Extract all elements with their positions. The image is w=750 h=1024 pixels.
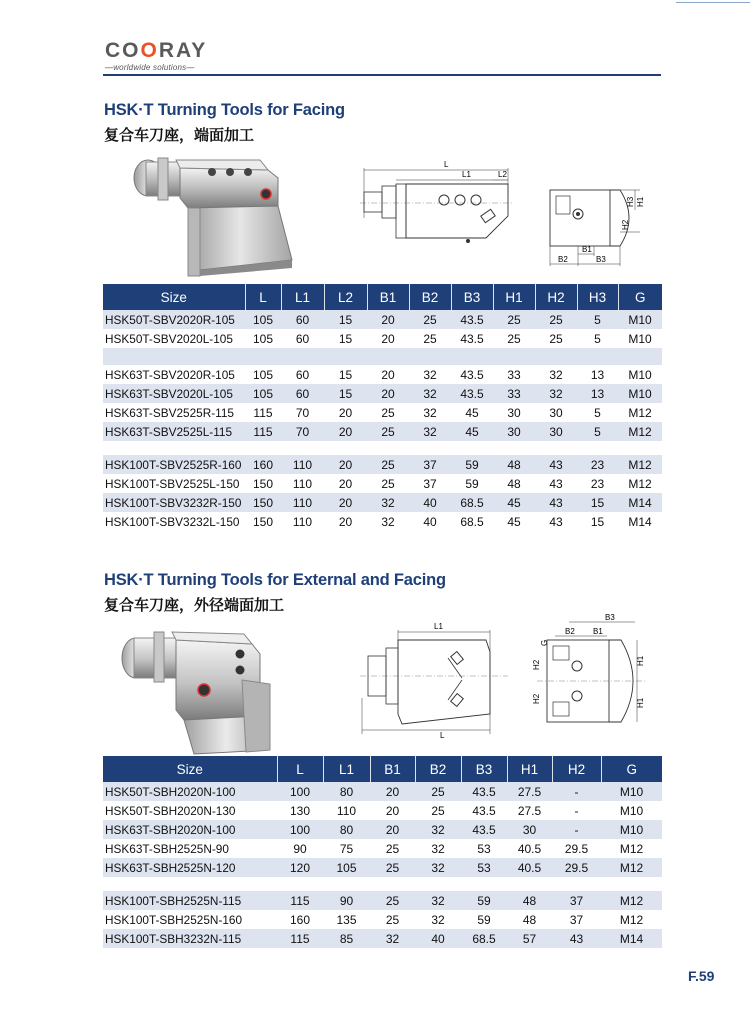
table-cell: 25 <box>385 841 400 856</box>
table-cell: 43 <box>535 455 577 474</box>
table-cell: 75 <box>339 841 354 856</box>
table-cell: - <box>552 820 601 839</box>
dim2-H2-upper: H2 <box>532 659 541 670</box>
dim2-H1-lower: H1 <box>636 697 645 708</box>
table-cell <box>409 348 451 365</box>
table-row <box>103 839 662 858</box>
table-cell: 48 <box>507 891 552 910</box>
col2-B2: B2 <box>415 756 461 782</box>
table-cell <box>367 348 409 365</box>
dim-B3: B3 <box>596 255 606 264</box>
table-cell <box>277 877 323 891</box>
brand-name: COORAY <box>105 39 208 62</box>
table-cell: 15 <box>324 384 367 403</box>
table-row <box>103 329 662 348</box>
table-cell <box>461 877 507 891</box>
table-row <box>103 403 662 422</box>
table-cell: 150 <box>252 514 274 529</box>
table-row <box>103 422 662 441</box>
col-H2: H2 <box>535 284 577 310</box>
table-cell: 105 <box>245 310 281 329</box>
table-cell: 110 <box>292 476 313 491</box>
table-cell-size: HSK50T-SBV2020L-105 <box>105 331 233 346</box>
table-cell: M12 <box>628 476 652 491</box>
external-end-drawing <box>525 612 655 740</box>
table-cell <box>324 348 367 365</box>
table-row <box>103 365 662 384</box>
table-cell: 25 <box>409 310 451 329</box>
table-cell: 5 <box>594 405 601 420</box>
col2-B3: B3 <box>461 756 507 782</box>
table-cell: 110 <box>292 514 313 529</box>
table-cell: 37 <box>409 455 451 474</box>
table-cell: 27.5 <box>517 803 542 818</box>
section2-title: HSK·T Turning Tools for External and Facing <box>104 571 446 589</box>
table-cell: 27.5 <box>507 782 552 801</box>
table-cell: 15 <box>338 331 353 346</box>
table-cell <box>601 877 662 891</box>
col2-G: G <box>601 756 662 782</box>
table-cell-size <box>103 441 245 455</box>
table-cell: 40 <box>409 493 451 512</box>
table-cell: 43 <box>552 929 601 948</box>
table-cell: 30 <box>535 422 577 441</box>
table-cell: 20 <box>338 405 353 420</box>
col-size: Size <box>103 284 245 310</box>
table-cell: 32 <box>431 912 445 927</box>
table-cell: 25 <box>367 455 409 474</box>
table-cell: 32 <box>381 514 395 529</box>
table-cell: 60 <box>295 367 310 382</box>
table-spacer-row <box>103 348 662 365</box>
table-cell: 20 <box>370 782 415 801</box>
table-cell: 25 <box>423 331 437 346</box>
facing-end-drawing <box>540 180 650 268</box>
table-cell: M14 <box>601 929 662 948</box>
table-row <box>103 910 662 929</box>
table-cell: 53 <box>461 858 507 877</box>
table-cell <box>577 441 618 455</box>
table-cell: 40.5 <box>507 858 552 877</box>
table-cell-size: HSK63T-SBV2525L-115 <box>103 422 245 441</box>
table-cell: M14 <box>628 514 652 529</box>
table-cell: 160 <box>289 912 311 927</box>
table-cell <box>370 877 415 891</box>
table-cell: 23 <box>590 476 605 491</box>
table-cell <box>409 441 451 455</box>
table-cell: 48 <box>522 912 537 927</box>
table-cell: 70 <box>281 422 324 441</box>
table-row <box>103 512 662 531</box>
table-cell: 85 <box>323 929 370 948</box>
table-cell: 59 <box>451 455 493 474</box>
table-cell <box>281 441 324 455</box>
table-cell: M10 <box>601 782 662 801</box>
table-cell: 150 <box>245 493 281 512</box>
table-cell <box>245 441 281 455</box>
table-cell <box>451 441 493 455</box>
col-L: L <box>245 284 281 310</box>
dim-L1: L1 <box>462 170 471 179</box>
table-cell: 60 <box>281 310 324 329</box>
table-cell-size: HSK50T-SBH2020N-130 <box>105 803 236 818</box>
table-cell: 105 <box>252 331 274 346</box>
table-cell: 130 <box>289 803 311 818</box>
section1-subtitle: 复合车刀座，端面加工 <box>104 126 255 144</box>
table-cell: 30 <box>507 405 521 420</box>
table-cell: 32 <box>409 422 451 441</box>
table-cell: 25 <box>535 310 577 329</box>
table-cell: M12 <box>618 422 662 441</box>
table-spacer-row <box>103 877 662 891</box>
table-cell: 30 <box>549 405 563 420</box>
table-cell <box>577 348 618 365</box>
table-cell: 15 <box>338 367 353 382</box>
table-cell: 43.5 <box>461 782 507 801</box>
table-row <box>103 820 662 839</box>
table-cell <box>323 877 370 891</box>
table-cell-size: HSK63T-SBV2020R-105 <box>105 367 235 382</box>
table-cell: 25 <box>507 331 521 346</box>
table-cell: 23 <box>577 455 618 474</box>
table-cell: 32 <box>415 858 461 877</box>
col2-size: Size <box>103 756 277 782</box>
table-cell: 20 <box>367 384 409 403</box>
table-cell: 110 <box>281 455 324 474</box>
table-cell: 150 <box>252 476 274 491</box>
table-cell: 110 <box>336 803 357 818</box>
table-cell: 37 <box>552 891 601 910</box>
table-cell <box>535 348 577 365</box>
table-cell: 25 <box>367 422 409 441</box>
col-B1: B1 <box>367 284 409 310</box>
table-cell: M10 <box>628 367 652 382</box>
col2-B1: B1 <box>370 756 415 782</box>
table-row <box>103 493 662 512</box>
table-cell: 100 <box>277 782 323 801</box>
table-cell: 20 <box>381 367 395 382</box>
col-L1: L1 <box>281 284 324 310</box>
table-cell: 33 <box>507 367 521 382</box>
table-cell: 15 <box>324 310 367 329</box>
table-cell: 59 <box>465 476 479 491</box>
table-cell: 29.5 <box>564 841 589 856</box>
table-row <box>103 801 662 820</box>
table-cell: 43.5 <box>472 803 496 818</box>
dim-L: L <box>444 160 449 169</box>
dim2-B3: B3 <box>605 613 615 622</box>
col-B3: B3 <box>451 284 493 310</box>
table-cell-size: HSK50T-SBV2020R-105 <box>103 310 245 329</box>
table-cell: 90 <box>293 841 307 856</box>
table-cell-size: HSK100T-SBV2525L-150 <box>105 476 240 491</box>
table-cell: 37 <box>569 912 584 927</box>
table-cell: 105 <box>323 858 370 877</box>
table-cell: 30 <box>493 422 535 441</box>
table-cell: 68.5 <box>461 929 507 948</box>
external-spec-table <box>103 756 662 948</box>
table-cell: 43 <box>549 514 563 529</box>
brand-tagline: —worldwide solutions— <box>105 63 195 72</box>
section1-title: HSK·T Turning Tools for Facing <box>104 101 345 119</box>
table-cell: 20 <box>381 331 395 346</box>
table-cell: 37 <box>423 476 437 491</box>
table-cell <box>618 348 662 365</box>
table-cell-size: HSK100T-SBV2525R-160 <box>103 455 245 474</box>
table-cell-size: HSK63T-SBH2525N-120 <box>103 858 277 877</box>
table-row <box>103 858 662 877</box>
table-cell: 20 <box>367 310 409 329</box>
col-L2: L2 <box>324 284 367 310</box>
dim2-L: L <box>440 731 445 740</box>
table-cell: 53 <box>477 841 491 856</box>
dim-H1: H1 <box>636 196 645 207</box>
table-cell: 20 <box>385 803 400 818</box>
table-cell: - <box>574 803 579 818</box>
table-cell: 45 <box>451 422 493 441</box>
col-G: G <box>618 284 662 310</box>
col2-L1: L1 <box>323 756 370 782</box>
table-cell: 43.5 <box>451 310 493 329</box>
table-cell: 13 <box>577 384 618 403</box>
table-cell: 45 <box>493 493 535 512</box>
table-cell: 30 <box>507 820 552 839</box>
table-cell: 115 <box>253 405 273 420</box>
table-cell: 25 <box>431 803 445 818</box>
external-table-header <box>103 756 662 782</box>
table-row <box>103 310 662 329</box>
table-cell: 60 <box>281 384 324 403</box>
table-cell: 100 <box>277 820 323 839</box>
table-cell: M12 <box>618 455 662 474</box>
top-right-rule <box>676 2 750 3</box>
table-cell: 25 <box>415 782 461 801</box>
table-cell: M12 <box>619 912 644 927</box>
table-row <box>103 929 662 948</box>
table-cell: 115 <box>245 422 281 441</box>
table-cell: 160 <box>245 455 281 474</box>
external-table-body <box>103 782 662 948</box>
table-cell: 60 <box>295 331 310 346</box>
table-cell: 57 <box>507 929 552 948</box>
table-cell: 20 <box>338 476 353 491</box>
table-cell: 25 <box>370 858 415 877</box>
table-row <box>103 474 662 493</box>
table-cell <box>552 877 601 891</box>
facing-side-drawing <box>358 158 518 258</box>
table-cell-size: HSK100T-SBH3232N-115 <box>103 929 277 948</box>
table-cell: 43 <box>549 476 563 491</box>
table-cell: 110 <box>281 493 324 512</box>
table-cell: M10 <box>601 820 662 839</box>
table-cell <box>618 441 662 455</box>
table-cell <box>415 877 461 891</box>
table-cell: 40 <box>423 514 437 529</box>
table-cell <box>493 348 535 365</box>
table-cell <box>324 441 367 455</box>
table-cell: 120 <box>277 858 323 877</box>
table-cell: M10 <box>619 803 644 818</box>
dim2-H1-upper: H1 <box>636 655 645 666</box>
dim2-L1: L1 <box>434 622 443 631</box>
table-cell-size: HSK63T-SBH2020N-100 <box>103 820 277 839</box>
external-facing-tool-photo <box>112 620 277 755</box>
table-cell: 32 <box>549 367 563 382</box>
facing-tool-photo <box>128 150 298 280</box>
table-cell: 29.5 <box>552 858 601 877</box>
table-cell: 80 <box>323 782 370 801</box>
header-divider <box>103 74 661 76</box>
dim2-G: G <box>540 639 549 646</box>
dim2-B1: B1 <box>593 627 603 636</box>
table-cell <box>507 877 552 891</box>
table-cell: 43.5 <box>460 367 484 382</box>
dim2-B2: B2 <box>565 627 575 636</box>
table-cell: M10 <box>618 310 662 329</box>
dim-H3: H3 <box>626 196 635 207</box>
table-cell: 90 <box>323 891 370 910</box>
table-cell: 32 <box>535 384 577 403</box>
col2-H1: H1 <box>507 756 552 782</box>
table-cell: 32 <box>415 820 461 839</box>
table-cell: 32 <box>423 405 437 420</box>
table-cell: 25 <box>493 310 535 329</box>
table-cell: 25 <box>370 891 415 910</box>
table-cell: - <box>552 782 601 801</box>
col-H3: H3 <box>577 284 618 310</box>
table-cell-size: HSK63T-SBV2525R-115 <box>105 405 234 420</box>
table-cell: M12 <box>619 841 644 856</box>
table-cell: 32 <box>409 384 451 403</box>
table-cell-size <box>103 348 245 365</box>
table-cell: 68.5 <box>451 493 493 512</box>
table-cell: M12 <box>601 891 662 910</box>
table-row <box>103 455 662 474</box>
table-cell: 20 <box>324 422 367 441</box>
col-B2: B2 <box>409 284 451 310</box>
table-cell: 135 <box>336 912 357 927</box>
table-cell: 43.5 <box>460 331 484 346</box>
table-cell: 5 <box>594 331 601 346</box>
brand-logo <box>105 40 225 72</box>
page-number: F.59 <box>688 968 715 984</box>
table-cell: 32 <box>415 891 461 910</box>
table-cell: 105 <box>252 367 274 382</box>
table-cell: 5 <box>577 310 618 329</box>
table-cell: 43.5 <box>451 384 493 403</box>
table-cell-size: HSK100T-SBH2525N-160 <box>105 912 243 927</box>
table-row <box>103 384 662 403</box>
table-cell: 15 <box>590 514 605 529</box>
table-cell: 48 <box>507 476 521 491</box>
col2-H2: H2 <box>552 756 601 782</box>
table-cell: 59 <box>477 912 491 927</box>
table-cell: 80 <box>323 820 370 839</box>
table-cell: 25 <box>381 476 395 491</box>
facing-table-header <box>103 284 662 310</box>
table-cell: 43.5 <box>461 820 507 839</box>
section2-subtitle: 复合车刀座，外径端面加工 <box>104 596 285 614</box>
table-cell: 105 <box>245 384 281 403</box>
table-cell-size: HSK63T-SBV2020L-105 <box>103 384 245 403</box>
table-cell-size: HSK100T-SBV3232L-150 <box>105 514 240 529</box>
table-cell: 59 <box>461 891 507 910</box>
table-cell: M10 <box>618 384 662 403</box>
table-cell <box>245 348 281 365</box>
table-cell <box>451 348 493 365</box>
table-cell-size <box>103 877 277 891</box>
table-cell-size: HSK63T-SBH2525N-90 <box>105 841 229 856</box>
table-cell: 20 <box>324 455 367 474</box>
table-cell: 25 <box>381 405 395 420</box>
dim-B1: B1 <box>582 245 592 254</box>
table-cell: 40.5 <box>517 841 542 856</box>
table-cell: 45 <box>507 514 521 529</box>
table-cell: M10 <box>628 331 652 346</box>
table-cell: 33 <box>493 384 535 403</box>
col2-L: L <box>277 756 323 782</box>
table-cell: 32 <box>367 493 409 512</box>
table-cell: 68.5 <box>460 514 484 529</box>
table-cell: 25 <box>549 331 563 346</box>
table-cell: 48 <box>493 455 535 474</box>
table-cell <box>493 441 535 455</box>
table-cell: M12 <box>601 858 662 877</box>
facing-spec-table <box>103 284 662 531</box>
table-cell: 115 <box>277 929 323 948</box>
table-cell: 32 <box>423 367 437 382</box>
table-cell <box>535 441 577 455</box>
table-cell <box>281 348 324 365</box>
table-cell-size: HSK100T-SBH2525N-115 <box>103 891 277 910</box>
table-cell: 115 <box>277 891 323 910</box>
table-cell: 40 <box>415 929 461 948</box>
facing-table-body <box>103 310 662 531</box>
table-cell: 20 <box>338 514 353 529</box>
table-spacer-row <box>103 441 662 455</box>
col-H1: H1 <box>493 284 535 310</box>
table-row <box>103 891 662 910</box>
dim-L2: L2 <box>498 170 507 179</box>
table-cell: M12 <box>628 405 652 420</box>
table-cell: 25 <box>385 912 400 927</box>
dim-H2: H2 <box>621 219 630 230</box>
dim-B2: B2 <box>558 255 568 264</box>
table-cell: 43 <box>535 493 577 512</box>
table-cell: M14 <box>618 493 662 512</box>
table-cell-size: HSK50T-SBH2020N-100 <box>103 782 277 801</box>
table-cell: 13 <box>590 367 605 382</box>
table-row <box>103 782 662 801</box>
table-cell <box>367 441 409 455</box>
external-side-drawing <box>358 618 518 740</box>
table-cell: 20 <box>324 493 367 512</box>
table-cell: 15 <box>577 493 618 512</box>
table-cell: 32 <box>431 841 445 856</box>
table-cell: 45 <box>465 405 479 420</box>
table-cell: 20 <box>370 820 415 839</box>
dim2-H2-lower: H2 <box>532 693 541 704</box>
table-cell: 5 <box>577 422 618 441</box>
table-cell-size: HSK100T-SBV3232R-150 <box>103 493 245 512</box>
table-cell: 70 <box>295 405 310 420</box>
table-cell: 32 <box>370 929 415 948</box>
